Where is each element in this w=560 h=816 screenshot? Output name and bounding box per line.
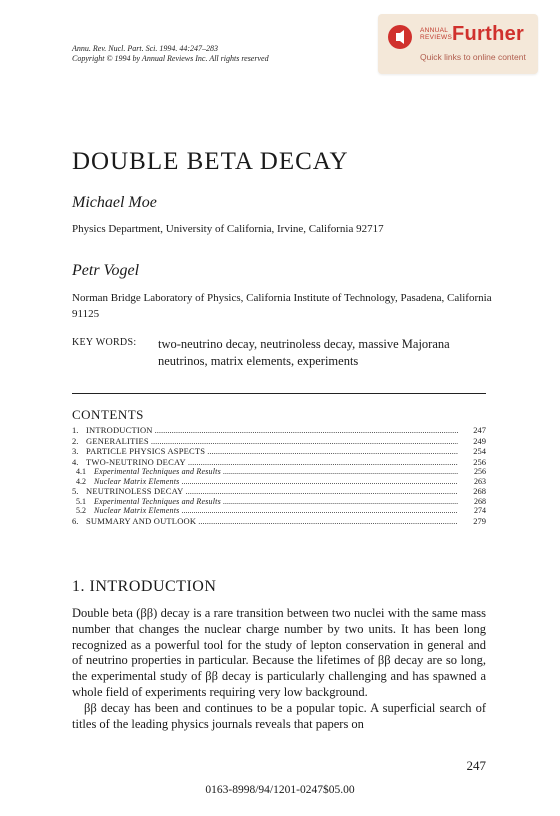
toc-number: 6. [72,515,79,526]
toc-page: 268 [473,486,486,496]
toc-page: 274 [474,506,486,515]
toc-subentry[interactable] [72,497,486,507]
article-code: 0163-8998/94/1201-0247$05.00 [205,784,355,796]
toc-label: TWO-NEUTRINO DECAY [86,456,186,467]
toc-leader [223,497,458,507]
section-heading: 1. INTRODUCTION [72,578,217,595]
toc-page: 263 [474,476,486,486]
toc-number: 5.1 [76,496,86,506]
toc-label: Experimental Techniques and Results [94,496,221,506]
toc-entry[interactable] [72,436,486,447]
toc-entry[interactable] [72,516,486,527]
toc-leader [186,486,459,497]
copyright-line: Copyright © 1994 by Annual Reviews Inc. All rights reserved [72,54,269,63]
toc-leader [181,477,458,487]
toc-subentry[interactable] [72,477,486,487]
toc-number: 5. [72,486,79,496]
toc-entry[interactable] [72,425,486,436]
contents-heading: CONTENTS [72,407,144,422]
banner-brand [420,27,452,41]
toc-entry[interactable] [72,486,486,497]
toc-page: 256 [474,467,486,476]
toc-number: 4. [72,456,79,467]
author-name: Michael Moe [72,194,157,211]
keywords-label: KEY WORDS: [72,337,137,348]
banner-title: Further [452,23,525,45]
journal-citation [72,44,372,64]
section-body [72,606,486,732]
toc-entry[interactable] [72,446,486,457]
toc-entry[interactable] [72,457,486,468]
toc-page: 247 [473,425,486,435]
toc-label: Experimental Techniques and Results [94,467,221,476]
toc-label: Nuclear Matrix Elements [94,476,180,486]
toc-label: Nuclear Matrix Elements [94,506,180,515]
toc-leader [198,516,458,527]
toc-label: NEUTRINOLESS DECAY [86,486,184,496]
toc-page: 268 [474,496,486,506]
further-links-banner[interactable] [378,14,538,74]
toc-page: 279 [473,515,486,526]
article-title: DOUBLE BETA DECAY [72,148,349,175]
author-affiliation: Physics Department, University of California, Irvine, California 92717 [72,223,384,235]
toc-leader [181,506,458,516]
annual-reviews-logo-icon [388,25,412,49]
table-of-contents [72,425,486,526]
banner-brand-line1: ANNUAL [420,27,449,34]
toc-leader [151,436,458,447]
body-paragraph: Double beta (ββ) decay is a rare transition between two nuclei with the same mass number that changes the nuclear charge number by two units. It has been long recognized as a powerful tool for the study of lepton conservation in general and of neutrino properties in particular. Because the lifetimes of ββ decay are so long, the experimental study of ββ decay is particularly challenging and has spawned a whole field of experiments requiring very low background. [72,606,486,699]
toc-number: 3. [72,446,79,456]
toc-subentry[interactable] [72,467,486,477]
keywords-text: two-neutrino decay, neutrinoless decay, massive Majorana neutrinos, matrix elements, experiments [158,337,450,368]
toc-page: 254 [473,446,486,456]
toc-leader [188,457,458,468]
toc-leader [207,446,458,457]
author-name: Petr Vogel [72,262,140,279]
journal-citation-line: Annu. Rev. Nucl. Part. Sci. 1994. 44:247–283 [72,44,219,53]
toc-subentry[interactable] [72,506,486,516]
toc-number: 1. [72,425,79,435]
toc-number: 4.2 [76,476,86,486]
page-number: 247 [466,758,486,773]
toc-leader [155,425,458,436]
toc-number: 5.2 [76,506,86,515]
toc-label: PARTICLE PHYSICS ASPECTS [86,446,206,456]
toc-number: 4.1 [76,467,86,476]
toc-page: 256 [473,456,486,467]
body-paragraph: ββ decay has been and continues to be a popular topic. A superficial search of titles of the leading physics journals reveals that papers on [72,700,486,731]
toc-label: GENERALITIES [86,435,149,446]
toc-label: SUMMARY AND OUTLOOK [86,515,197,526]
toc-number: 2. [72,435,79,446]
section-divider [72,393,486,394]
toc-label: INTRODUCTION [86,425,153,435]
toc-leader [223,467,458,477]
author-affiliation: Norman Bridge Laboratory of Physics, California Institute of Technology, Pasadena, California 91125 [72,292,492,320]
banner-brand-line2: REVIEWS [420,34,453,41]
banner-subtitle: Quick links to online content [420,52,526,62]
toc-page: 249 [473,435,486,446]
